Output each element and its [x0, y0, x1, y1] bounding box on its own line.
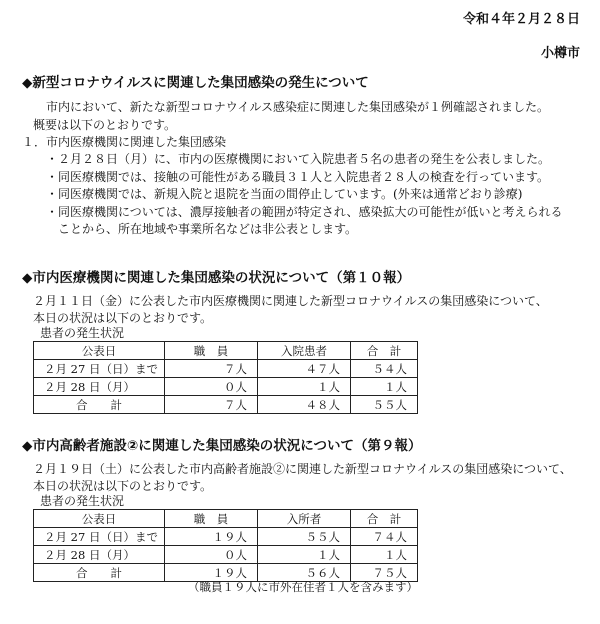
table-row [34, 546, 418, 564]
table-cell: ４７人 [258, 360, 351, 378]
section3-intro-line2: 本日の状況は以下のとおりです。 [33, 479, 213, 493]
table-header-row [34, 510, 418, 528]
section3-table-caption: 患者の発生状況 [40, 494, 125, 508]
document-date: 令和４年２月２８日 [462, 12, 580, 27]
table-cell: ２月 27 日（日）まで [34, 528, 165, 546]
table-cell: １９人 [165, 528, 258, 546]
table-cell: ７４人 [351, 528, 418, 546]
table-cell: ２月 28 日（月） [34, 378, 165, 396]
table-cell: １９人 [165, 564, 258, 582]
section2-intro-line1: ２月１１日（金）に公表した市内医療機関に関連した新型コロナウイルスの集団感染について、 [33, 294, 548, 308]
section1-intro-line1: 市内において、新たな新型コロナウイルス感染症に関連した集団感染が１例確認されました。 [46, 100, 550, 114]
table-cell: ０人 [165, 378, 258, 396]
table-header-cell: 入所者 [258, 510, 351, 528]
table-header-cell: 職 員 [165, 510, 258, 528]
table-header-cell: 合 計 [351, 342, 418, 360]
section3-heading: ◆市内高齢者施設②に関連した集団感染の状況について（第９報） [22, 438, 422, 454]
table-row [34, 360, 418, 378]
section1-bullet: ・同医療機関では、接触の可能性がある職員３１人と入院患者２８人の検査を行っています。 [46, 170, 550, 184]
table-header-cell: 入院患者 [258, 342, 351, 360]
table-cell: ４８人 [258, 396, 351, 414]
table-header-cell: 合 計 [351, 510, 418, 528]
section1-bullet: ・同医療機関では、新規入院と退院を当面の間停止しています。(外来は通常どおり診療) [46, 187, 523, 201]
section1-bullet: ・２月２８日（月）に、市内の医療機関において入院患者５名の患者の発生を公表しました。 [46, 152, 551, 166]
table-cell: ７人 [165, 396, 258, 414]
section3-table-note: （職員１９人に市外在住者１人を含みます） [188, 580, 418, 594]
section2-heading: ◆市内医療機関に関連した集団感染の状況について（第１０報） [22, 270, 411, 286]
section2-table [33, 341, 418, 414]
table-header-cell: 公表日 [34, 342, 165, 360]
table-cell: １人 [351, 546, 418, 564]
table-cell: ０人 [165, 546, 258, 564]
table-total-row [34, 396, 418, 414]
table-header-row [34, 342, 418, 360]
table-cell: １人 [351, 378, 418, 396]
section1-heading: ◆新型コロナウイルスに関連した集団感染の発生について [22, 75, 369, 91]
table-cell: １人 [258, 378, 351, 396]
section1-bullet-continuation: ことから、所在地域や事業所名などは非公表とします。 [46, 222, 358, 236]
table-cell: 合 計 [34, 396, 165, 414]
table-cell: １人 [258, 546, 351, 564]
table-row [34, 528, 418, 546]
table-row [34, 378, 418, 396]
table-cell: ５５人 [351, 396, 418, 414]
section2-intro-line2: 本日の状況は以下のとおりです。 [33, 311, 213, 325]
issuer-city: 小樽市 [540, 46, 580, 61]
section1-item-title: １．市内医療機関に関連した集団感染 [22, 135, 227, 149]
section3-table [33, 509, 418, 582]
section1-intro-line2: 概要は以下のとおりです。 [33, 118, 177, 132]
table-cell: ７５人 [351, 564, 418, 582]
section3-intro-line1: ２月１９日（土）に公表した市内高齢者施設②に関連した新型コロナウイルスの集団感染について、 [33, 462, 572, 476]
table-cell: ７人 [165, 360, 258, 378]
table-cell: ２月 28 日（月） [34, 546, 165, 564]
section2-table-caption: 患者の発生状況 [40, 326, 125, 340]
table-cell: 合 計 [34, 564, 165, 582]
table-cell: ５６人 [258, 564, 351, 582]
table-cell: ５４人 [351, 360, 418, 378]
table-cell: ２月 27 日（日）まで [34, 360, 165, 378]
section1-bullet: ・同医療機関については、濃厚接触者の範囲が特定され、感染拡大の可能性が低いと考えられる [46, 205, 563, 219]
table-header-cell: 公表日 [34, 510, 165, 528]
table-cell: ５５人 [258, 528, 351, 546]
table-header-cell: 職 員 [165, 342, 258, 360]
